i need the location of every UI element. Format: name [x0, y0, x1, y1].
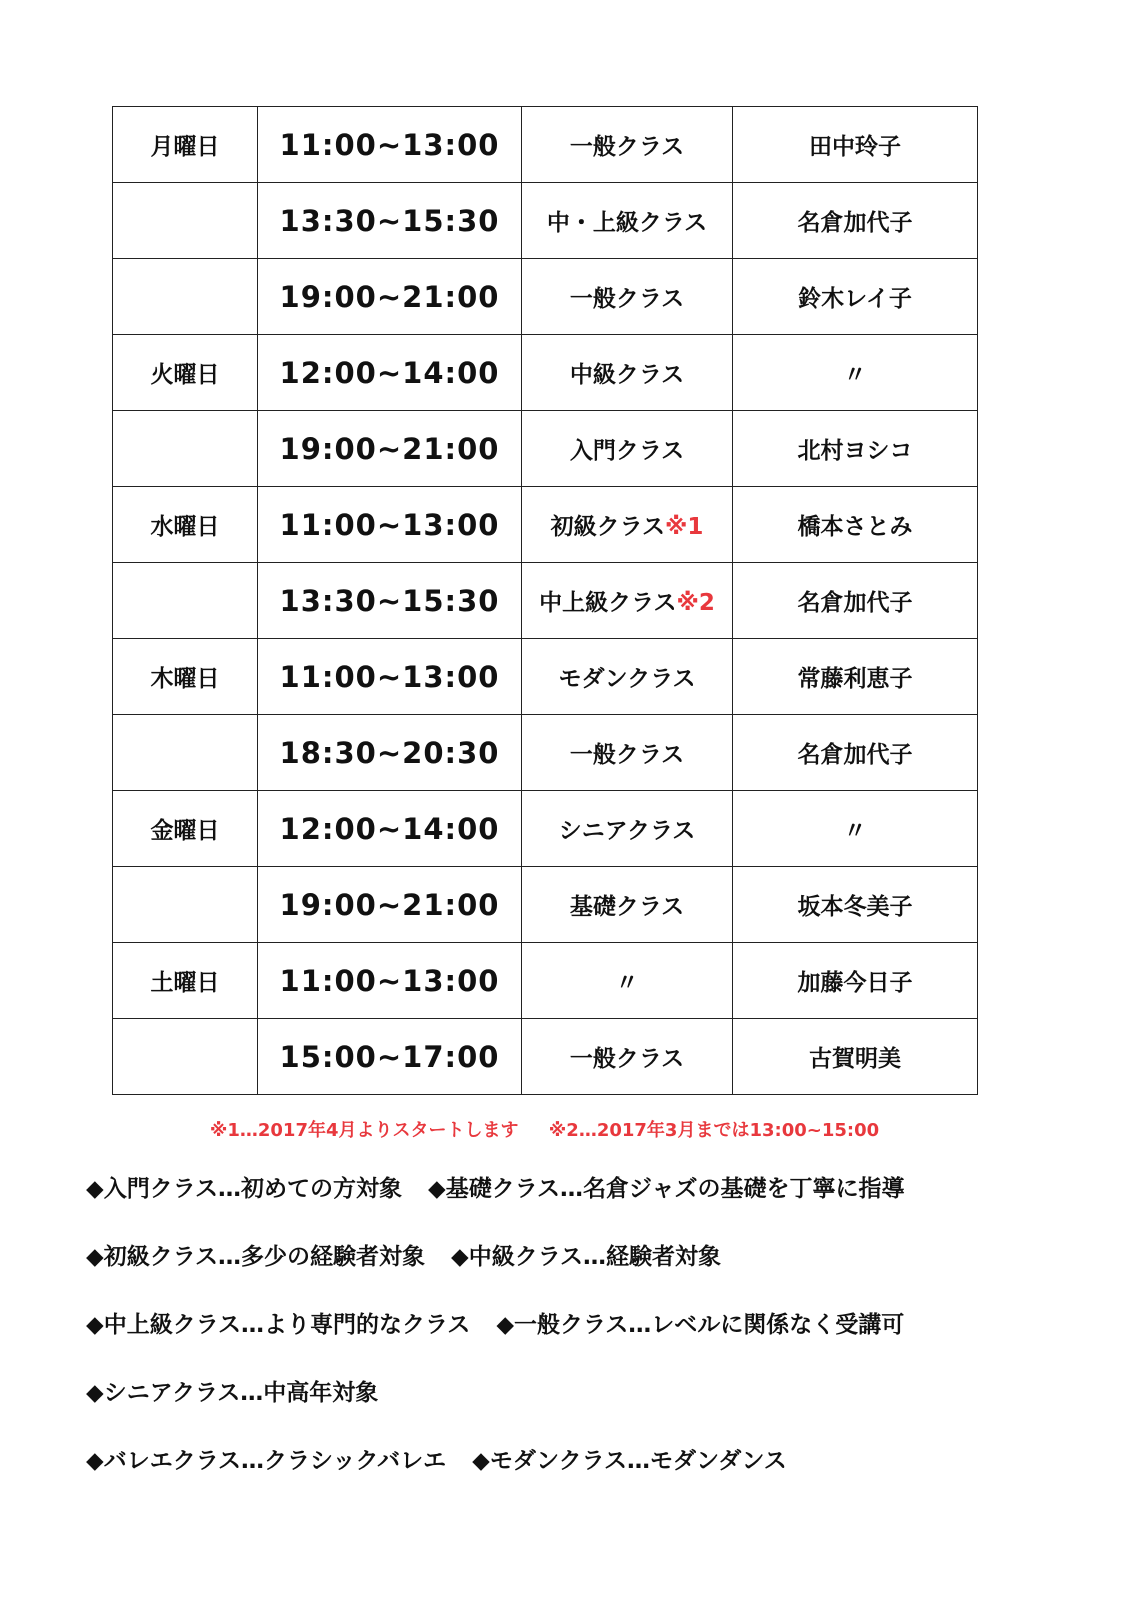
time-cell-text: 11:00~13:00 [279, 659, 500, 694]
time-cell-text: 18:30~20:30 [279, 735, 500, 770]
time-cell [258, 411, 522, 487]
description-line [86, 1374, 1096, 1442]
day-cell [113, 639, 258, 715]
teacher-cell-text: 北村ヨシコ [797, 438, 913, 464]
class-cell-text: 一般クラス [569, 134, 685, 160]
class-description: ◆入門クラス…初めての方対象 [86, 1176, 402, 1202]
time-cell [258, 183, 522, 259]
teacher-cell [733, 487, 978, 563]
time-cell-text: 12:00~14:00 [279, 811, 500, 846]
teacher-cell-text: 名倉加代子 [797, 590, 913, 616]
schedule-row [113, 715, 978, 791]
class-cell-text: 中級クラス [569, 362, 685, 388]
time-cell-text: 13:30~15:30 [279, 583, 500, 618]
schedule-row [113, 183, 978, 259]
teacher-cell [733, 715, 978, 791]
teacher-cell [733, 943, 978, 1019]
time-cell [258, 791, 522, 867]
class-cell [522, 867, 733, 943]
class-note-mark: ※2 [676, 590, 715, 616]
time-cell-text: 11:00~13:00 [279, 507, 500, 542]
schedule-row [113, 411, 978, 487]
teacher-cell [733, 1019, 978, 1095]
class-description: ◆中上級クラス…より専門的なクラス [86, 1312, 471, 1338]
class-cell [522, 715, 733, 791]
day-cell-text: 木曜日 [150, 666, 220, 692]
class-cell [522, 487, 733, 563]
time-cell [258, 335, 522, 411]
class-cell [522, 639, 733, 715]
time-cell [258, 487, 522, 563]
teacher-cell [733, 259, 978, 335]
day-cell [113, 943, 258, 1019]
teacher-cell [733, 335, 978, 411]
schedule-row [113, 487, 978, 563]
time-cell [258, 639, 522, 715]
class-cell-text: モダンクラス [558, 666, 696, 692]
teacher-cell [733, 107, 978, 183]
time-cell-text: 11:00~13:00 [279, 127, 500, 162]
class-cell-text: 初級クラス [550, 514, 665, 540]
class-cell [522, 791, 733, 867]
time-cell [258, 259, 522, 335]
time-cell-text: 19:00~21:00 [279, 887, 500, 922]
day-cell [113, 259, 258, 335]
class-description: ◆一般クラス…レベルに関係なく受講可 [496, 1312, 905, 1338]
day-cell-text: 水曜日 [150, 514, 220, 540]
day-cell [113, 563, 258, 639]
teacher-cell-text: 常藤利恵子 [797, 666, 913, 692]
class-cell [522, 411, 733, 487]
footnote-1: ※1…2017年4月よりスタートします [209, 1120, 519, 1141]
class-cell [522, 1019, 733, 1095]
day-cell-text: 土曜日 [150, 970, 220, 996]
day-cell-text: 火曜日 [150, 362, 220, 388]
time-cell-text: 12:00~14:00 [279, 355, 500, 390]
schedule-row [113, 791, 978, 867]
class-cell-text: 中上級クラス [539, 590, 677, 616]
schedule-row [113, 259, 978, 335]
day-cell [113, 791, 258, 867]
schedule-row [113, 1019, 978, 1095]
class-description: ◆シニアクラス…中高年対象 [86, 1380, 379, 1406]
time-cell-text: 11:00~13:00 [279, 963, 500, 998]
time-cell-text: 19:00~21:00 [279, 431, 500, 466]
schedule-body [113, 107, 978, 1095]
time-cell [258, 107, 522, 183]
class-cell [522, 183, 733, 259]
time-cell-text: 13:30~15:30 [279, 203, 500, 238]
day-cell [113, 1019, 258, 1095]
class-cell [522, 259, 733, 335]
time-cell-text: 19:00~21:00 [279, 279, 500, 314]
class-description: ◆基礎クラス…名倉ジャズの基礎を丁寧に指導 [428, 1176, 905, 1202]
teacher-cell-text: 〃 [843, 818, 867, 844]
teacher-cell-text: 鈴木レイ子 [798, 286, 912, 312]
time-cell [258, 867, 522, 943]
class-description: ◆モダンクラス…モダンダンス [472, 1448, 787, 1474]
teacher-cell [733, 411, 978, 487]
teacher-cell [733, 563, 978, 639]
footnotes [112, 1116, 977, 1142]
teacher-cell-text: 田中玲子 [809, 134, 901, 160]
class-description: ◆バレエクラス…クラシックバレエ [86, 1448, 447, 1474]
day-cell [113, 411, 258, 487]
class-cell [522, 107, 733, 183]
description-line [86, 1238, 1096, 1306]
class-cell-text: 基礎クラス [569, 894, 685, 920]
teacher-cell-text: 名倉加代子 [797, 742, 913, 768]
day-cell [113, 335, 258, 411]
schedule-table [112, 106, 978, 1095]
schedule-row [113, 563, 978, 639]
time-cell [258, 1019, 522, 1095]
description-line [86, 1306, 1096, 1374]
class-cell-text: 一般クラス [569, 742, 685, 768]
class-cell [522, 335, 733, 411]
schedule-row [113, 335, 978, 411]
teacher-cell-text: 坂本冬美子 [797, 894, 913, 920]
class-description: ◆初級クラス…多少の経験者対象 [86, 1244, 425, 1270]
schedule-row [113, 639, 978, 715]
class-descriptions [86, 1170, 1096, 1510]
teacher-cell [733, 639, 978, 715]
class-cell-text: 一般クラス [569, 286, 685, 312]
day-cell [113, 487, 258, 563]
class-cell [522, 943, 733, 1019]
time-cell [258, 715, 522, 791]
day-cell-text: 月曜日 [150, 134, 220, 160]
teacher-cell [733, 867, 978, 943]
class-cell-text: 中・上級クラス [546, 210, 708, 236]
class-cell-text: 一般クラス [569, 1046, 685, 1072]
time-cell [258, 943, 522, 1019]
time-cell [258, 563, 522, 639]
time-cell-text: 15:00~17:00 [279, 1039, 500, 1074]
teacher-cell-text: 加藤今日子 [797, 970, 913, 996]
class-cell [522, 563, 733, 639]
class-cell-text: 〃 [615, 970, 639, 996]
class-cell-text: シニアクラス [558, 818, 696, 844]
footnote-2: ※2…2017年3月までは13:00~15:00 [548, 1120, 880, 1141]
class-cell-text: 入門クラス [569, 438, 685, 464]
schedule-row [113, 867, 978, 943]
teacher-cell-text: 橋本さとみ [797, 514, 913, 540]
teacher-cell-text: 古賀明美 [809, 1046, 901, 1072]
day-cell [113, 183, 258, 259]
class-note-mark: ※1 [664, 514, 704, 540]
teacher-cell-text: 名倉加代子 [797, 210, 913, 236]
teacher-cell-text: 〃 [843, 362, 867, 388]
teacher-cell [733, 791, 978, 867]
teacher-cell [733, 183, 978, 259]
schedule-row [113, 107, 978, 183]
description-line [86, 1442, 1096, 1510]
description-line [86, 1170, 1096, 1238]
day-cell [113, 867, 258, 943]
day-cell [113, 715, 258, 791]
class-description: ◆中級クラス…経験者対象 [451, 1244, 721, 1270]
day-cell-text: 金曜日 [150, 818, 220, 844]
schedule-row [113, 943, 978, 1019]
day-cell [113, 107, 258, 183]
